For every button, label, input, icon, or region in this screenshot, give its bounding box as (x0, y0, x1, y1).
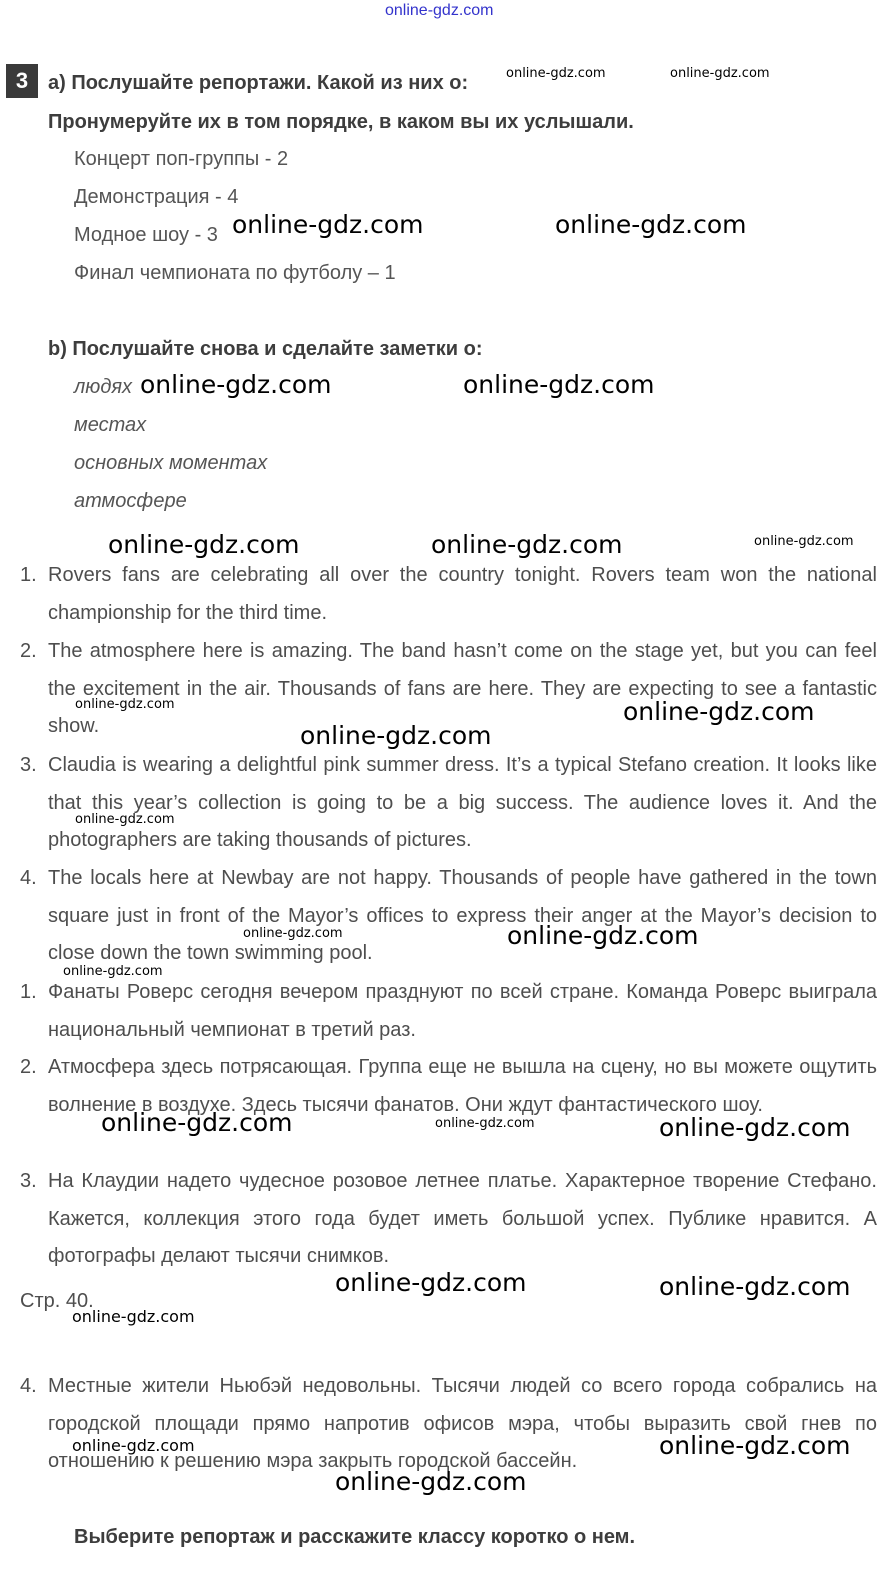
watermark: online-gdz.com (72, 1436, 195, 1455)
watermark: online-gdz.com (108, 530, 300, 559)
watermark: online-gdz.com (670, 66, 770, 81)
watermark: online-gdz.com (659, 1272, 851, 1301)
watermark: online-gdz.com (72, 1307, 195, 1326)
english-transcript-paragraph: Claudia is wearing a delightful pink summer dress. It’s a typical Stefano creation. It looks like that this year’s collection is going to be a big success. The audience loves it. And the photographers are taking thousands of pictures. (48, 754, 877, 851)
english-transcript-paragraph: The atmosphere here is amazing. The band hasn’t come on the stage yet, but you can feel the excitement in the air. Thousands of fans are here. They are expecting to see a fantastic show. (48, 640, 877, 737)
russian-item-number: 1. (20, 981, 37, 1003)
part-a-item: Концерт поп-группы - 2 (74, 148, 289, 170)
watermark: online-gdz.com (63, 964, 163, 979)
english-item-number: 4. (20, 867, 37, 889)
part-b-item: людях (74, 376, 133, 398)
watermark: online-gdz.com (659, 1113, 851, 1142)
english-transcript-paragraph: Rovers fans are celebrating all over the country tonight. Rovers team won the national championship for the third time. (48, 564, 877, 624)
watermark: online-gdz.com (463, 370, 655, 399)
watermark: online-gdz.com (431, 530, 623, 559)
watermark: online-gdz.com (555, 210, 747, 239)
page-reference: Стр. 40. (20, 1290, 94, 1312)
watermark: online-gdz.com (75, 697, 175, 712)
task-number-badge: 3 (6, 64, 38, 98)
part-b-item: местах (74, 414, 147, 436)
russian-translation-paragraph: Атмосфера здесь потрясающая. Группа еще не вышла на сцену, но вы можете ощутить волнение в воздухе. Здесь тысячи фанатов. Они ждут фантастического шоу. (48, 1056, 877, 1116)
watermark: online-gdz.com (335, 1467, 527, 1496)
part-a-item: Финал чемпионата по футболу – 1 (74, 262, 396, 284)
english-item-number: 1. (20, 564, 37, 586)
part-a-instruction-2: Пронумеруйте их в том порядке, в каком вы их услышали. (48, 111, 634, 133)
watermark: online-gdz.com (507, 921, 699, 950)
russian-item-number: 4. (20, 1375, 37, 1397)
english-item-number: 3. (20, 754, 37, 776)
watermark: online-gdz.com (506, 66, 606, 81)
watermark: online-gdz.com (101, 1108, 293, 1137)
watermark: online-gdz.com (754, 534, 854, 549)
watermark: online-gdz.com (232, 210, 424, 239)
part-b-instruction: b) Послушайте снова и сделайте заметки о: (48, 338, 483, 360)
watermark: online-gdz.com (435, 1116, 535, 1131)
part-a-item: Демонстрация - 4 (74, 186, 239, 208)
watermark: online-gdz.com (659, 1431, 851, 1460)
watermark: online-gdz.com (335, 1268, 527, 1297)
watermark: online-gdz.com (243, 926, 343, 941)
watermark: online-gdz.com (623, 697, 815, 726)
russian-translation-paragraph: Фанаты Роверс сегодня вечером празднуют по всей стране. Команда Роверс выиграла национальный чемпионат в третий раз. (48, 981, 877, 1041)
part-a-item: Модное шоу - 3 (74, 224, 218, 246)
russian-item-number: 2. (20, 1056, 37, 1078)
english-transcript-paragraph: The locals here at Newbay are not happy. Thousands of people have gathered in the town square just in front of the Mayor’s offices to express their anger at the Mayor’s decision to close down the town swimming pool. (48, 867, 877, 964)
part-b-item: атмосфере (74, 490, 187, 512)
final-task: Выберите репортаж и расскажите классу коротко о нем. (74, 1526, 636, 1548)
part-b-item: основных моментах (74, 452, 268, 474)
russian-translation-paragraph: На Клаудии надето чудесное розовое летнее платье. Характерное творение Стефано. Кажется, коллекция этого года будет иметь большой успех. Публике нравится. А фотографы делают тысячи снимков. (48, 1170, 877, 1267)
site-link[interactable]: online-gdz.com (385, 2, 494, 19)
russian-translation-paragraph: Местные жители Ньюбэй недовольны. Тысячи людей со всего города собрались на городской площади прямо напротив офисов мэра, чтобы выразить свой гнев по отношению к решению мэра закрыть городской бассейн. (48, 1375, 877, 1472)
part-a-instruction: a) Послушайте репортажи. Какой из них о: (48, 72, 469, 94)
watermark: online-gdz.com (75, 812, 175, 827)
english-item-number: 2. (20, 640, 37, 662)
watermark: online-gdz.com (140, 370, 332, 399)
watermark: online-gdz.com (300, 721, 492, 750)
russian-item-number: 3. (20, 1170, 37, 1192)
